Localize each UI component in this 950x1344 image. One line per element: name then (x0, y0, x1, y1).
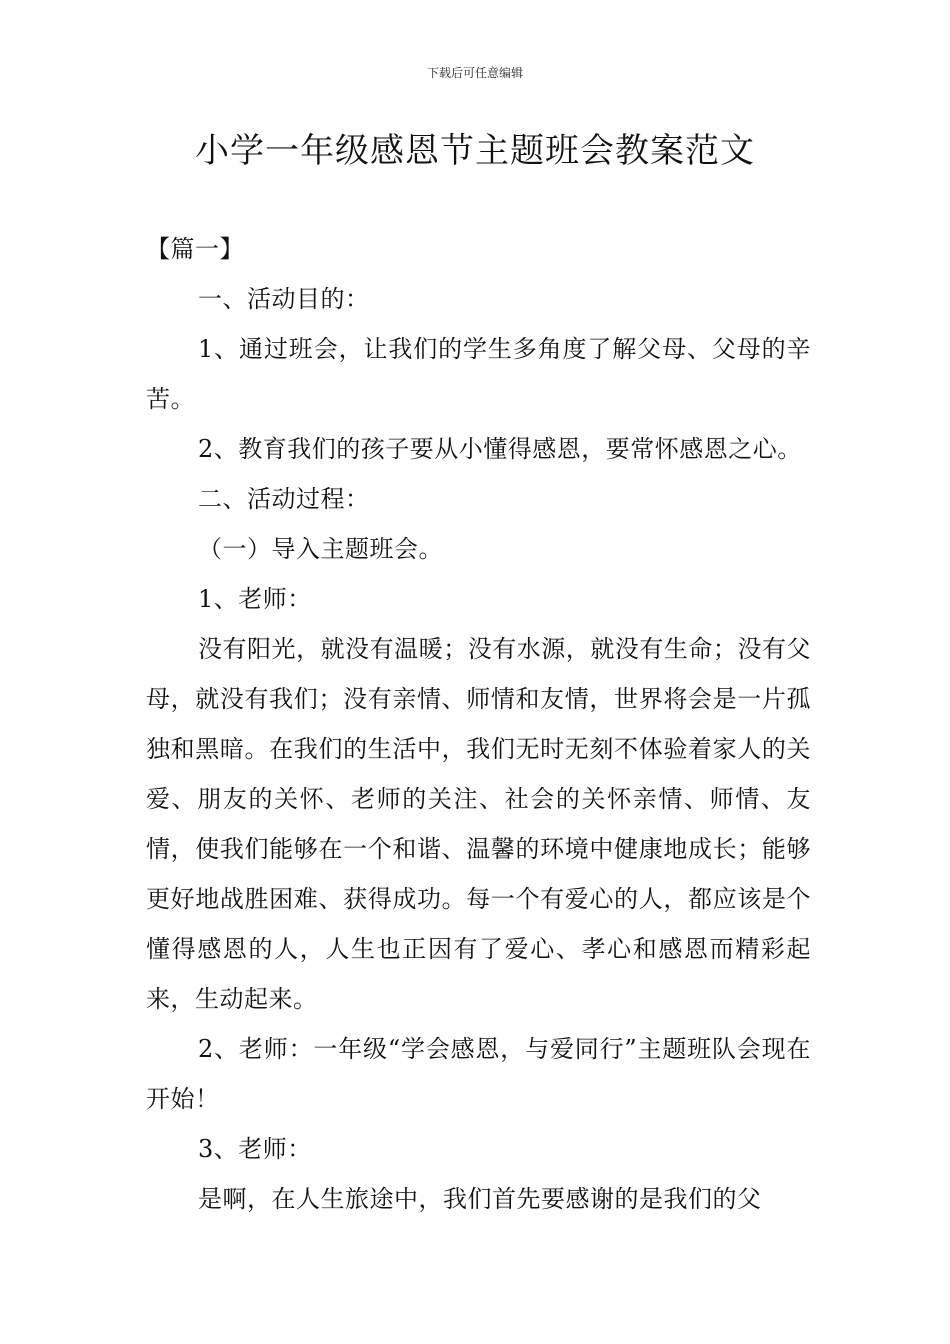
paragraph-subheading-intro: （一）导入主题班会。 (198, 535, 443, 563)
paragraph-purpose-2: 2、教育我们的孩子要从小懂得感恩，要常怀感恩之心。 (198, 435, 802, 463)
paragraph-teacher-3-speech: 是啊，在人生旅途中，我们首先要感谢的是我们的父 (198, 1185, 762, 1213)
paragraph-teacher-3-label: 3、老师： (198, 1135, 312, 1163)
paragraph-teacher-2: 2、老师：一年级“学会感恩，与爱同行”主题班队会现在开始！ (146, 1035, 811, 1113)
section-marker: 【篇一】 (146, 235, 244, 263)
paragraph-purpose-1: 1、通过班会，让我们的学生多角度了解父母、父母的辛苦。 (146, 335, 811, 413)
paragraph-teacher-1-speech: 没有阳光，就没有温暖；没有水源，就没有生命；没有父母，就没有我们；没有亲情、师情和友情，世界将会是一片孤独和黑暗。在我们的生活中，我们无时无刻不体验着家人的关爱、朋友的关怀、老师的关注、社会的关怀亲情、师情、友情，使我们能够在一个和谐、温馨的环境中健康地成长；能够更好地战胜困难、获得成功。每一个有爱心的人，都应该是个懂得感恩的人，人生也正因有了爱心、孝心和感恩而精彩起来，生动起来。 (146, 635, 811, 1013)
paragraph-heading-process: 二、活动过程： (198, 485, 370, 513)
header-note: 下载后可任意编辑 (426, 66, 523, 80)
document-title: 小学一年级感恩节主题班会教案范文 (195, 131, 755, 171)
document-body (146, 224, 811, 1224)
paragraph-teacher-1-label: 1、老师： (198, 585, 312, 613)
paragraph-heading-purpose: 一、活动目的： (198, 285, 370, 313)
